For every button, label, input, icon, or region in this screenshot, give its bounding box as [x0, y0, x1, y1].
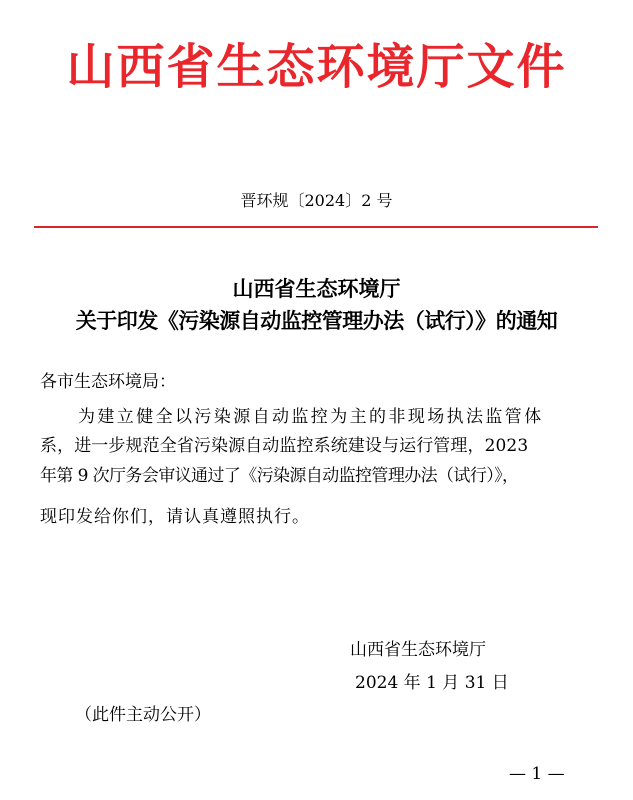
body-paragraph-line: 现印发给你们，请认真遵照执行。 [40, 507, 310, 527]
notice-title-subject: 关于印发《污染源自动监控管理办法（试行）》的通知 [75, 308, 558, 333]
body-paragraph-line: 为建立健全以污染源自动监控为主的非现场执法监管体 [78, 407, 544, 427]
signature-date: 2024 年 1 月 31 日 [355, 673, 509, 693]
signature-organization: 山西省生态环境厅 [350, 640, 486, 660]
document-number: 晋环规〔2024〕2 号 [240, 191, 393, 210]
body-paragraph-line: 系，进一步规范全省污染源自动监控系统建设与运行管理，2023 [40, 436, 529, 456]
notice-title-issuer: 山西省生态环境厅 [232, 276, 401, 301]
document-header-title: 山西省生态环境厅文件 [66, 39, 567, 95]
body-paragraph-line: 年第 9 次厅务会审议通过了《污染源自动监控管理办法（试行）》， [40, 466, 519, 486]
salutation: 各市生态环境局： [40, 372, 176, 392]
page-number: — 1 — [509, 764, 565, 784]
disclosure-note: （此件主动公开） [75, 705, 211, 725]
red-divider-line [34, 226, 598, 228]
